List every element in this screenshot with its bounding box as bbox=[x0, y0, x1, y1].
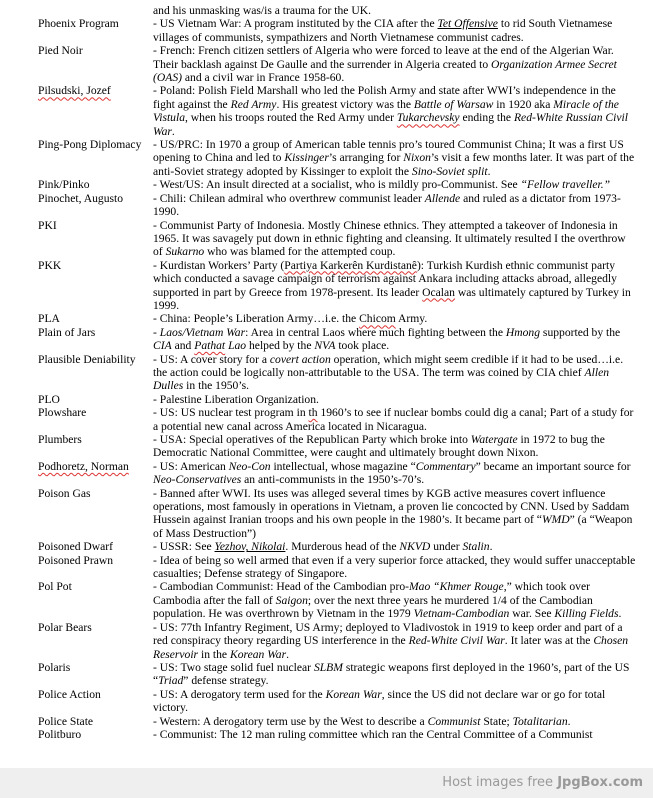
definition-text: Nixon bbox=[403, 151, 431, 165]
entry-definition bbox=[153, 17, 638, 44]
definition-text: Watergate bbox=[470, 433, 518, 446]
entry-term: Police State bbox=[38, 714, 94, 728]
entry-term: Pink/Pinko bbox=[38, 178, 90, 192]
definition-text: in 1972 to bug the Democratic National Committee, were caught and ultimately brought down Nixon. bbox=[153, 433, 605, 460]
definition-text: ): Turkish Kurdish ethnic communist party which conducted a savage campaign of terrorism against Ankara including attacks abroad, allegedly supported in part by Greece from 1978-present. Its leader bbox=[153, 258, 617, 299]
host-footer bbox=[0, 768, 653, 798]
entry-term: Plowshare bbox=[38, 406, 87, 420]
definition-text: Tukarchevsky bbox=[396, 111, 460, 125]
definition-text: and a civil war in France 1958-60. bbox=[181, 71, 345, 85]
definition-text: Red-White Russian Civil War bbox=[153, 111, 628, 138]
definition-text: supported by the bbox=[540, 325, 621, 339]
glossary-entry bbox=[38, 621, 638, 661]
glossary-entry bbox=[38, 178, 638, 191]
definition-text: - Western: A derogatory term use by the West to describe a bbox=[153, 714, 428, 728]
definition-text: Neo-Conservatives bbox=[153, 473, 242, 487]
definition-text: Partiya Karkerên Kurdistanê bbox=[284, 258, 417, 272]
definition-text: Vietnam-Cambodian bbox=[413, 607, 510, 621]
definition-text: Saigon bbox=[275, 593, 308, 607]
glossary-entry bbox=[38, 487, 638, 541]
definition-text: CIA bbox=[153, 339, 172, 353]
definition-text: - US: US nuclear test program in bbox=[153, 406, 309, 420]
definition-text: intellectual, whose magazine “ bbox=[270, 459, 416, 473]
entry-term: Pied Noir bbox=[38, 44, 83, 58]
entry-term: Poisoned Prawn bbox=[38, 553, 114, 567]
definition-text: NVA bbox=[314, 339, 336, 353]
entry-term: PKI bbox=[38, 218, 57, 232]
glossary-entry bbox=[38, 540, 638, 553]
glossary-entry bbox=[38, 44, 638, 84]
definition-text: WMD bbox=[541, 513, 570, 527]
definition-text: - US/PRC: In 1970 a group of American table tennis pro’s toured Communist China; It was a first US opening to China and led to bbox=[153, 138, 624, 165]
definition-text: Mao “Khmer Rouge bbox=[409, 580, 504, 594]
definition-text: Organization Armee Secret (OAS) bbox=[153, 57, 617, 85]
definition-text: Allende bbox=[424, 191, 461, 205]
entry-definition bbox=[153, 353, 638, 393]
entry-definition bbox=[153, 487, 638, 541]
entry-definition bbox=[153, 433, 638, 460]
definition-text: - Communist: The 12 man ruling committee which ran the Central Committee of a Communist bbox=[153, 727, 593, 741]
glossary-entry bbox=[38, 312, 638, 325]
entry-term: PKK bbox=[38, 258, 62, 272]
definition-text: - US: A derogatory term used for the bbox=[153, 687, 326, 701]
entry-definition bbox=[153, 84, 638, 138]
definition-text: was ultimately captured by Turkey in 1999. bbox=[153, 285, 631, 312]
footer-watermark[interactable] bbox=[442, 775, 643, 790]
definition-text: in the 1950’s. bbox=[183, 379, 249, 393]
glossary-entry bbox=[38, 219, 638, 259]
entry-definition bbox=[153, 554, 638, 581]
definition-text: - China: People’s Liberation Army…i.e. the bbox=[153, 312, 360, 326]
entry-term: Ping-Pong Diplomacy bbox=[38, 138, 142, 152]
definition-text: Neo-Con bbox=[228, 459, 271, 473]
definition-text: - US: Two stage solid fuel nuclear bbox=[153, 660, 314, 674]
definition-text: covert action bbox=[269, 352, 331, 366]
definition-text: . It later was at the bbox=[504, 634, 594, 648]
definition-text: Korean War bbox=[229, 647, 287, 661]
glossary-entry bbox=[38, 688, 638, 715]
glossary-entry bbox=[38, 259, 638, 313]
footer-prefix: Host images free bbox=[442, 775, 554, 790]
definition-text: , since the US did not declare war or go for total victory. bbox=[153, 687, 606, 715]
entry-definition bbox=[153, 688, 638, 715]
definition-text: under bbox=[430, 540, 463, 554]
definition-text: to rid South Vietnamese villages of communists, sympathizers and North Vietnamese communist cadres. bbox=[153, 17, 613, 44]
definition-text: : Area in central Laos where much fighting between the bbox=[245, 325, 506, 339]
definition-text: - Idea of being so well armed that even if a very superior force attacked, they would suffer unacceptable casualties; Defense strategy of Singapore. bbox=[153, 553, 636, 581]
definition-text: Lao bbox=[228, 339, 247, 353]
definition-text: - USA: Special operatives of the Republican Party which broke into bbox=[153, 433, 471, 446]
definition-text: Army. bbox=[395, 312, 428, 326]
definition-text: Hmong bbox=[505, 325, 541, 339]
glossary-entry bbox=[38, 353, 638, 393]
definition-text: . His greatest victory was the bbox=[276, 97, 414, 111]
glossary-entry bbox=[38, 17, 638, 44]
definition-text: ’s arranging for bbox=[328, 151, 404, 165]
definition-text: - West/US: An insult directed at a socialist, who is mildly pro-Communist. See bbox=[153, 178, 521, 192]
entry-definition bbox=[153, 460, 638, 487]
definition-text: Sukarno bbox=[165, 245, 205, 259]
definition-text: in 1920 aka bbox=[493, 97, 554, 111]
entry-term: Pilsudski, Jozef bbox=[38, 84, 111, 98]
definition-text: an anti-communists in the 1950’s-70’s. bbox=[241, 473, 425, 487]
entry-definition bbox=[153, 44, 638, 84]
definition-text: . bbox=[618, 607, 622, 621]
footer-brand: JpgBox.com bbox=[557, 775, 643, 790]
definition-text: ending the bbox=[459, 111, 514, 125]
definition-text: - Poland: Polish Field Marshall who led the Polish Army and state after WWI’s independence in the fight against the bbox=[153, 84, 616, 111]
definition-text: Stalin bbox=[462, 540, 490, 554]
definition-text: - US Vietnam War: A program instituted by the CIA after the bbox=[153, 17, 438, 31]
definition-text: ; over the next three years he murdered 1/4 of the Cambodian population. He was overthrown by Vietnam in the 1979 bbox=[153, 593, 593, 621]
entry-term: Podhoretz, Norman bbox=[38, 459, 129, 473]
glossary-entry bbox=[38, 433, 638, 460]
definition-text: ” (a “Weapon of Mass Destruction”) bbox=[153, 513, 633, 540]
definition-text: - Banned after WWI. Its uses was alleged several times by KGB active measures covert influence operations, most famously in operations in Vietnam, a proven lie concocted by CNN. Used by Saddam Hussein against Iranian troops and his own people in the 1980’s. It became part of “ bbox=[153, 486, 630, 527]
definition-text: - US: American bbox=[153, 459, 229, 473]
entry-term: Politburo bbox=[38, 727, 82, 741]
definition-text: . bbox=[489, 540, 493, 554]
definition-text: ’s visit a few months later. It was part of the anti-Soviet strategy adopted by Kissinger to exploit the bbox=[153, 151, 635, 178]
definition-text: - Palestine Liberation Organization. bbox=[153, 392, 319, 406]
entry-term: Polar Bears bbox=[38, 620, 92, 634]
definition-text: Korean War bbox=[325, 687, 382, 701]
definition-text: “Fellow traveller.” bbox=[520, 178, 611, 192]
definition-text: Kissinger bbox=[284, 151, 329, 165]
definition-text: Commentary bbox=[415, 459, 476, 473]
definition-text: . bbox=[286, 647, 290, 661]
definition-text: NKVD bbox=[399, 540, 431, 554]
definition-text: 1960’s to see if nuclear bombs could dig a canal; Part of a study for a potential new canal across America located in Nicaragua. bbox=[153, 406, 634, 433]
definition-text: . bbox=[567, 714, 571, 728]
entry-definition bbox=[153, 326, 638, 353]
definition-text: . Murderous head of the bbox=[285, 540, 400, 554]
definition-text: ,” which took over Cambodia after the fall of bbox=[153, 580, 590, 607]
entry-definition bbox=[153, 661, 638, 688]
entry-term: Phoenix Program bbox=[38, 17, 119, 31]
glossary-entry bbox=[38, 728, 638, 741]
entry-definition bbox=[153, 138, 638, 178]
definition-text: - French: French citizen settlers of Algeria who were forced to leave at the end of the Algerian War. Their backlash against De Gaulle and the surrender in Algeria created to bbox=[153, 44, 614, 71]
entry-definition bbox=[153, 621, 638, 661]
definition-text: SLBM bbox=[313, 660, 343, 674]
continued-text: and his unmasking was/is a trauma for the UK. bbox=[153, 4, 371, 17]
entry-definition bbox=[153, 178, 638, 191]
definition-text: Triad bbox=[158, 674, 184, 688]
definition-text: Tet Offensive bbox=[437, 17, 498, 31]
entry-definition bbox=[153, 192, 638, 219]
definition-text: Laos/Vietnam War bbox=[159, 325, 246, 339]
definition-text: - Chili: Chilean admiral who overthrew communist leader bbox=[153, 191, 425, 205]
entry-term: Plain of Jars bbox=[38, 325, 96, 339]
definition-text: Killing Fields bbox=[554, 607, 619, 621]
definition-text: Allen Dulles bbox=[153, 365, 610, 393]
definition-text: - US: A cover story for a bbox=[153, 352, 270, 366]
definition-text: Miracle of the Vistula bbox=[153, 97, 619, 125]
glossary-entry bbox=[38, 393, 638, 406]
definition-text: in the bbox=[198, 647, 230, 661]
definition-text: and bbox=[171, 339, 195, 353]
definition-text: ” defense strategy. bbox=[183, 674, 269, 688]
entry-definition bbox=[153, 406, 638, 433]
entry-term: Pinochet, Augusto bbox=[38, 191, 124, 205]
glossary-entry bbox=[38, 715, 638, 728]
definition-text: took place. bbox=[335, 339, 390, 353]
entry-definition bbox=[153, 259, 638, 313]
entry-term: Pol Pot bbox=[38, 580, 72, 594]
definition-text: Battle of Warsaw bbox=[413, 97, 494, 111]
definition-text: - Kurdistan Workers’ Party ( bbox=[153, 258, 285, 272]
definition-text: Totalitarian bbox=[512, 714, 568, 728]
definition-text: Communist bbox=[427, 714, 481, 728]
definition-text: ” became an important source for bbox=[475, 459, 631, 473]
definition-text: - USSR: See bbox=[153, 540, 215, 554]
entry-definition bbox=[153, 728, 638, 741]
definition-text: , when his troops routed the Red Army under bbox=[185, 111, 397, 125]
definition-text: Chicom bbox=[359, 312, 396, 326]
entry-term: PLO bbox=[38, 392, 60, 406]
glossary-entry bbox=[38, 460, 638, 487]
entry-term: Plumbers bbox=[38, 433, 82, 446]
glossary-entry bbox=[38, 406, 638, 433]
definition-text: State; bbox=[480, 714, 513, 728]
entry-definition bbox=[153, 580, 638, 620]
definition-text: - Cambodian Communist: Head of the Cambodian pro- bbox=[153, 580, 409, 594]
entry-term: Poison Gas bbox=[38, 486, 91, 500]
definition-text: Sino-Soviet split bbox=[411, 164, 488, 178]
definition-text: th bbox=[308, 406, 318, 420]
entry-definition bbox=[153, 715, 638, 728]
glossary-entry bbox=[38, 661, 638, 688]
definition-text: Yezhov, Nikolai bbox=[214, 540, 286, 554]
entry-definition bbox=[153, 219, 638, 259]
entry-term: Polaris bbox=[38, 660, 71, 674]
definition-text: Red Army bbox=[230, 97, 277, 111]
definition-text: Red-White Civil War bbox=[408, 634, 505, 648]
entry-definition bbox=[153, 540, 638, 553]
definition-text: and ruled as a dictator from 1973-1990. bbox=[153, 191, 621, 219]
definition-text: - bbox=[153, 325, 160, 339]
definition-text: strategic weapons first deployed in the 1960’s, part of the US “ bbox=[153, 660, 630, 688]
definition-text: - Communist Party of Indonesia. Mostly Chinese ethnics. They attempted a takeover of Indonesia in 1965. It was savagely put down in ethnic fighting and cleansing. It ultimately resulted I the overthrow of bbox=[153, 218, 626, 259]
definition-text: Pathat bbox=[194, 339, 226, 353]
entry-term: PLA bbox=[38, 312, 60, 326]
entry-definition bbox=[153, 393, 638, 406]
entry-term: Plausible Deniability bbox=[38, 352, 136, 366]
definition-text: . bbox=[171, 124, 175, 138]
definition-text: Chosen Reservoir bbox=[153, 634, 629, 661]
definition-text: . bbox=[487, 164, 491, 178]
definition-text: Ocalan bbox=[422, 285, 455, 299]
glossary-entry bbox=[38, 554, 638, 581]
definition-text: war. See bbox=[509, 607, 555, 621]
definition-text: who was blamed for the attempted coup. bbox=[204, 245, 396, 259]
entry-definition bbox=[153, 312, 638, 325]
glossary-entry bbox=[38, 192, 638, 219]
glossary-entry bbox=[38, 326, 638, 353]
glossary-entry bbox=[38, 138, 638, 178]
definition-text: helped by the bbox=[246, 339, 315, 353]
glossary-list bbox=[38, 4, 638, 741]
glossary-entry bbox=[38, 580, 638, 620]
entry-term: Police Action bbox=[38, 687, 101, 701]
entry-term: Poisoned Dwarf bbox=[38, 540, 114, 554]
definition-text: operation, which might seem credible if it had to be used…i.e. the action could be logically non-attributable to the USA. The term was coined by CIA chief bbox=[153, 352, 624, 379]
definition-text: - US: 77th Infantry Regiment, US Army; deployed to Vladivostok in 1919 to keep order and part of a red conspiracy theory regarding US interference in the bbox=[153, 620, 623, 648]
glossary-entry bbox=[38, 84, 638, 138]
